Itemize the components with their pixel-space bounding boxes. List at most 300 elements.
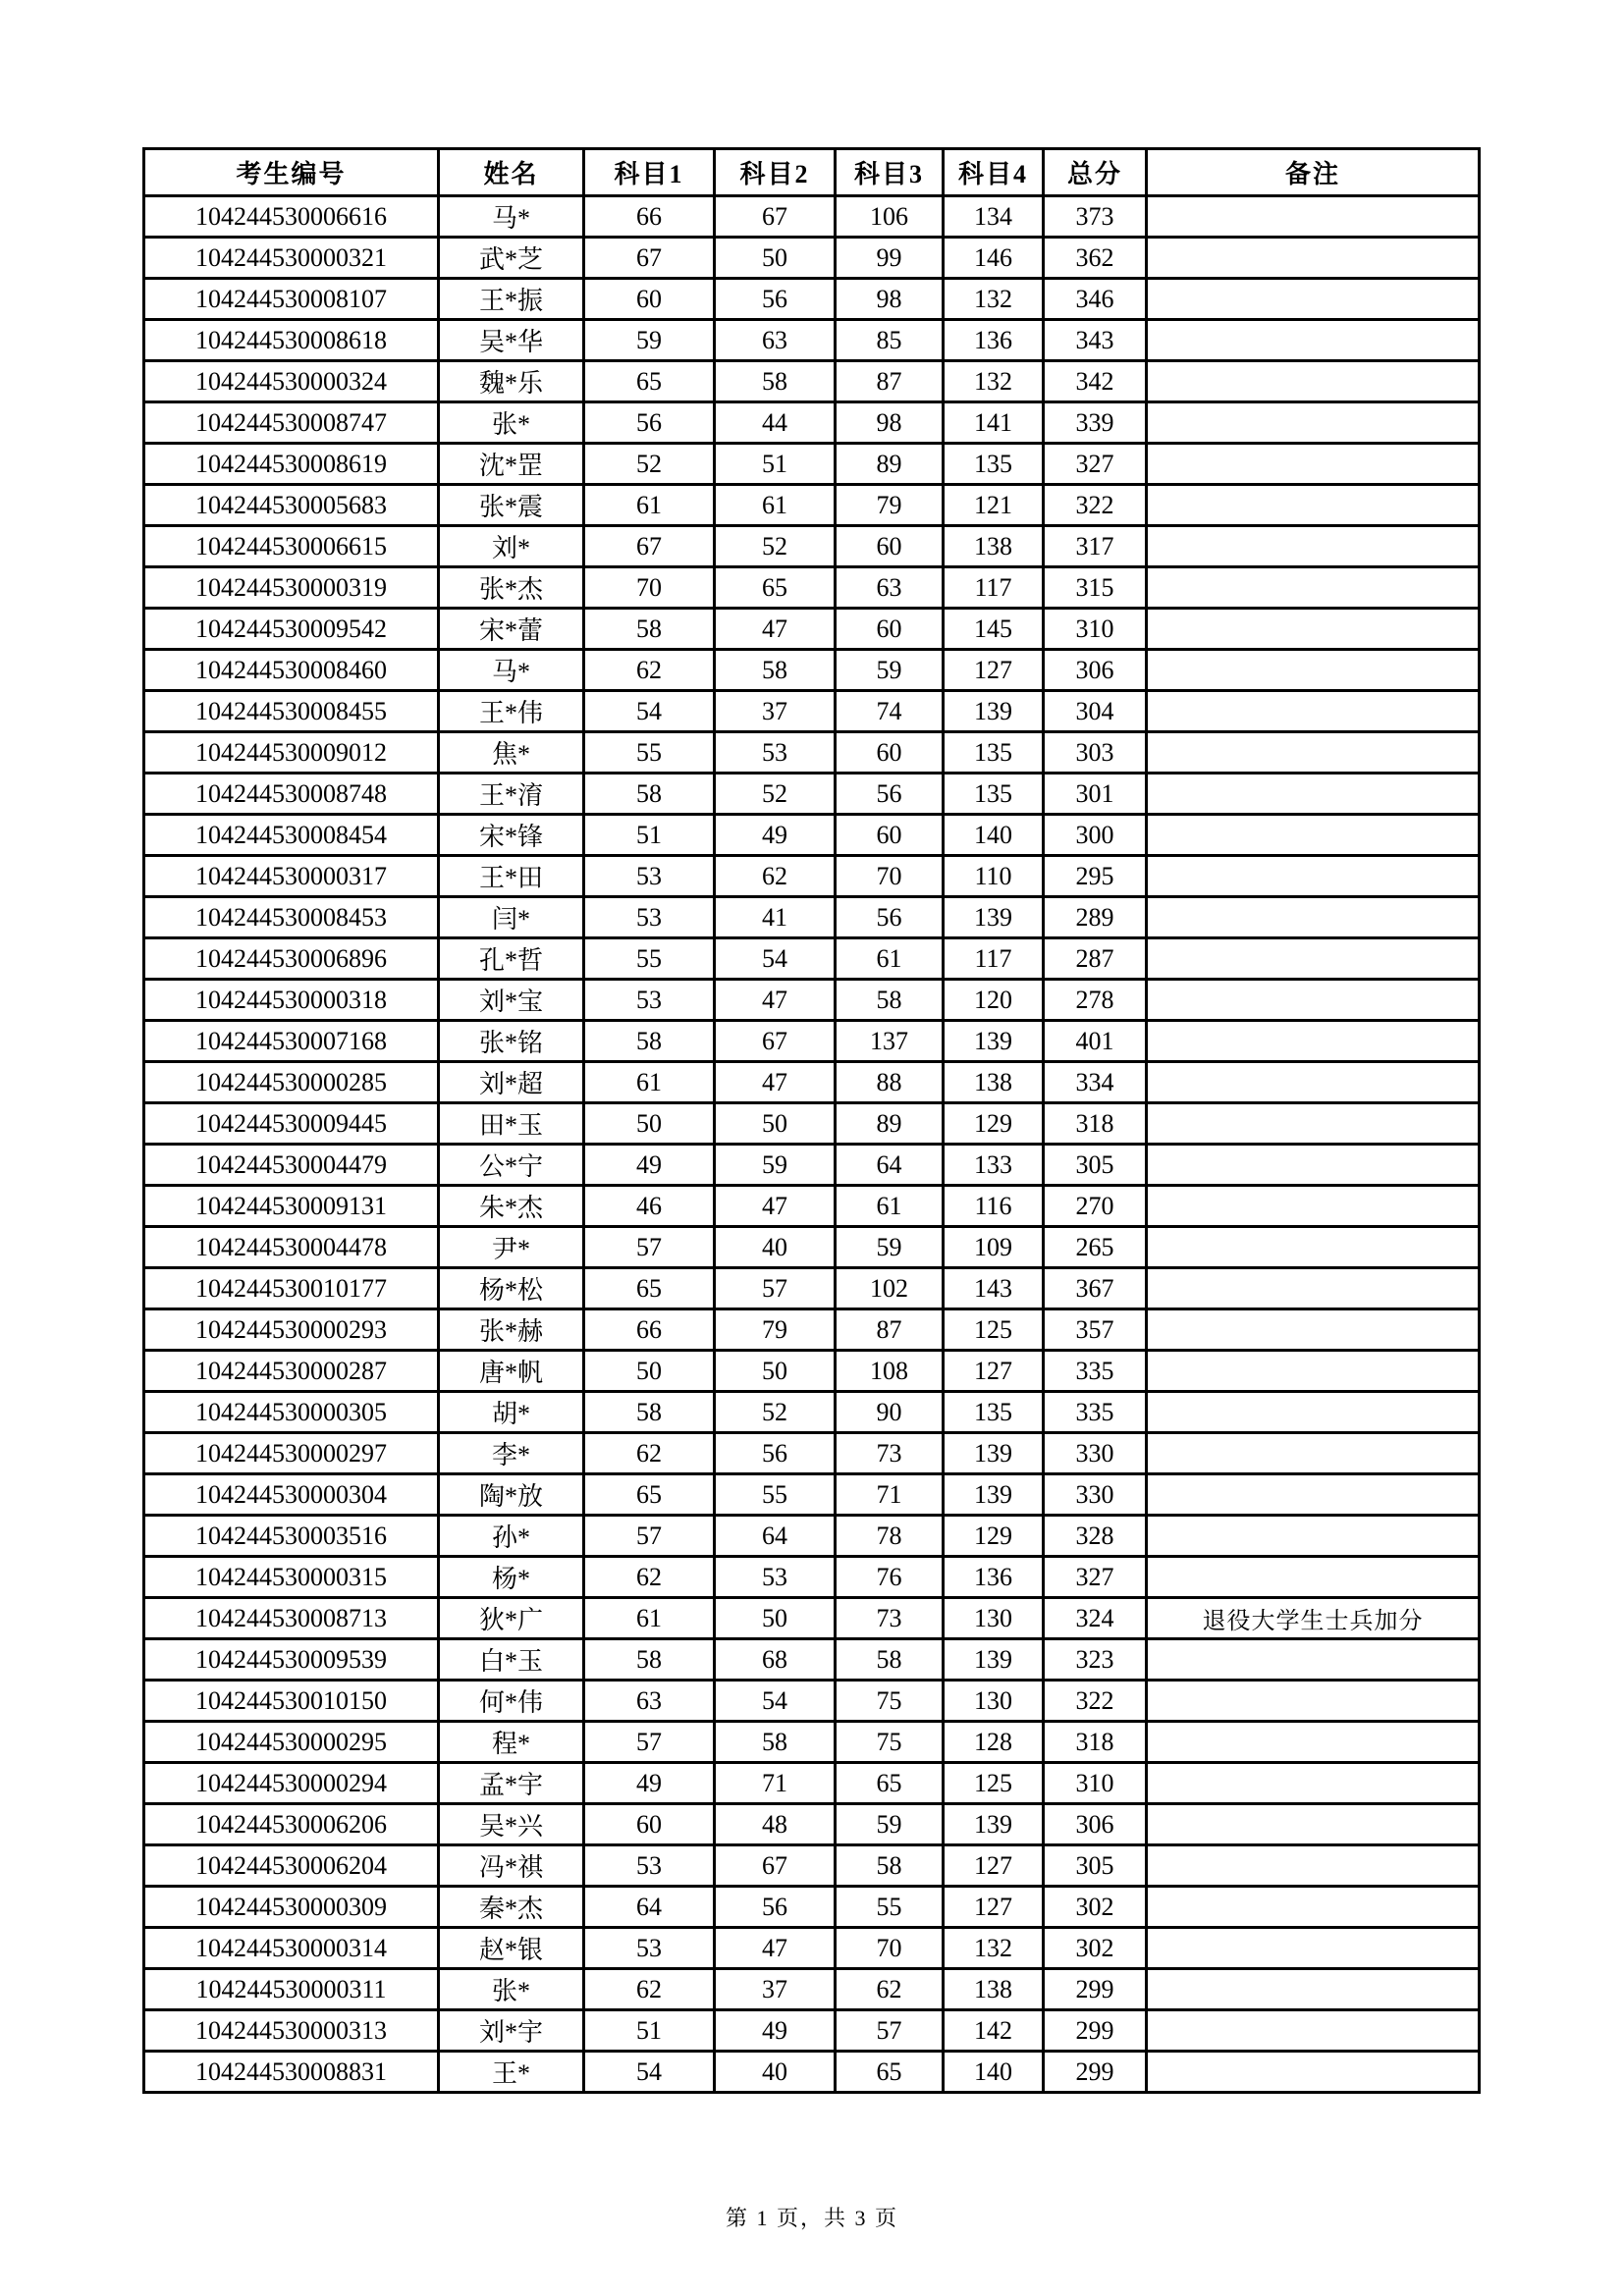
total-score-cell: 339 <box>1044 402 1147 444</box>
name-cell: 沈*罡 <box>439 444 584 485</box>
subject3-cell: 89 <box>836 444 944 485</box>
total-score-cell: 322 <box>1044 1681 1147 1722</box>
candidate-id-cell: 104244530009131 <box>144 1186 439 1227</box>
table-row <box>144 732 1480 774</box>
subject2-cell: 54 <box>715 1681 836 1722</box>
subject3-cell: 56 <box>836 897 944 938</box>
subject3-cell: 73 <box>836 1433 944 1474</box>
total-score-cell: 323 <box>1044 1639 1147 1681</box>
subject1-cell: 58 <box>584 609 715 650</box>
total-score-cell: 305 <box>1044 1845 1147 1887</box>
candidate-id-cell: 104244530000309 <box>144 1887 439 1928</box>
name-cell: 王*振 <box>439 279 584 320</box>
remark-cell <box>1147 815 1480 856</box>
table-row <box>144 691 1480 732</box>
total-score-cell: 330 <box>1044 1474 1147 1516</box>
table-row <box>144 238 1480 279</box>
table-row <box>144 1268 1480 1309</box>
subject4-cell: 135 <box>944 1392 1044 1433</box>
remark-cell <box>1147 361 1480 402</box>
subject4-cell: 127 <box>944 1351 1044 1392</box>
name-cell: 王*伟 <box>439 691 584 732</box>
total-score-cell: 310 <box>1044 1763 1147 1804</box>
table-row <box>144 1887 1480 1928</box>
candidate-id-cell: 104244530008455 <box>144 691 439 732</box>
total-score-cell: 318 <box>1044 1722 1147 1763</box>
table-row <box>144 1681 1480 1722</box>
subject2-cell: 37 <box>715 1969 836 2010</box>
candidate-id-cell: 104244530000313 <box>144 2010 439 2052</box>
subject3-cell: 60 <box>836 732 944 774</box>
candidate-id-cell: 104244530008619 <box>144 444 439 485</box>
remark-cell <box>1147 2010 1480 2052</box>
remark-cell <box>1147 1845 1480 1887</box>
candidate-id-cell: 104244530008748 <box>144 774 439 815</box>
subject2-cell: 57 <box>715 1268 836 1309</box>
name-cell: 杨*松 <box>439 1268 584 1309</box>
subject1-cell: 67 <box>584 526 715 567</box>
subject4-cell: 120 <box>944 980 1044 1021</box>
subject2-cell: 53 <box>715 1557 836 1598</box>
name-cell: 孙* <box>439 1516 584 1557</box>
subject3-cell: 106 <box>836 196 944 238</box>
name-cell: 焦* <box>439 732 584 774</box>
candidate-id-cell: 104244530000297 <box>144 1433 439 1474</box>
subject1-cell: 64 <box>584 1887 715 1928</box>
candidate-id-cell: 104244530008453 <box>144 897 439 938</box>
subject4-cell: 130 <box>944 1681 1044 1722</box>
header-total-score: 总分 <box>1044 149 1147 196</box>
subject1-cell: 49 <box>584 1763 715 1804</box>
candidate-id-cell: 104244530008460 <box>144 650 439 691</box>
remark-cell <box>1147 1103 1480 1145</box>
total-score-cell: 295 <box>1044 856 1147 897</box>
table-row <box>144 2052 1480 2093</box>
subject2-cell: 63 <box>715 320 836 361</box>
name-cell: 魏*乐 <box>439 361 584 402</box>
name-cell: 王*淯 <box>439 774 584 815</box>
candidate-id-cell: 104244530006204 <box>144 1845 439 1887</box>
subject1-cell: 46 <box>584 1186 715 1227</box>
subject2-cell: 37 <box>715 691 836 732</box>
candidate-id-cell: 104244530000314 <box>144 1928 439 1969</box>
subject3-cell: 60 <box>836 526 944 567</box>
name-cell: 尹* <box>439 1227 584 1268</box>
remark-cell <box>1147 196 1480 238</box>
table-body <box>144 196 1480 2093</box>
subject2-cell: 58 <box>715 361 836 402</box>
remark-cell <box>1147 1062 1480 1103</box>
remark-cell <box>1147 856 1480 897</box>
table-row <box>144 1763 1480 1804</box>
name-cell: 张*杰 <box>439 567 584 609</box>
remark-cell <box>1147 279 1480 320</box>
total-score-cell: 362 <box>1044 238 1147 279</box>
remark-cell <box>1147 1928 1480 1969</box>
remark-cell <box>1147 1763 1480 1804</box>
remark-cell: 退役大学生士兵加分 <box>1147 1598 1480 1639</box>
subject1-cell: 66 <box>584 1309 715 1351</box>
subject3-cell: 57 <box>836 2010 944 2052</box>
name-cell: 武*芝 <box>439 238 584 279</box>
subject2-cell: 51 <box>715 444 836 485</box>
candidate-id-cell: 104244530000295 <box>144 1722 439 1763</box>
candidate-id-cell: 104244530004479 <box>144 1145 439 1186</box>
subject2-cell: 47 <box>715 980 836 1021</box>
table-row <box>144 856 1480 897</box>
remark-cell <box>1147 691 1480 732</box>
remark-cell <box>1147 1722 1480 1763</box>
page-footer: 第 1 页，共 3 页 <box>725 2206 898 2230</box>
name-cell: 刘*宝 <box>439 980 584 1021</box>
total-score-cell: 401 <box>1044 1021 1147 1062</box>
subject2-cell: 58 <box>715 1722 836 1763</box>
subject2-cell: 53 <box>715 732 836 774</box>
remark-cell <box>1147 774 1480 815</box>
subject4-cell: 139 <box>944 1474 1044 1516</box>
subject2-cell: 40 <box>715 2052 836 2093</box>
subject1-cell: 57 <box>584 1722 715 1763</box>
subject4-cell: 138 <box>944 1062 1044 1103</box>
subject4-cell: 128 <box>944 1722 1044 1763</box>
subject1-cell: 61 <box>584 1598 715 1639</box>
total-score-cell: 289 <box>1044 897 1147 938</box>
name-cell: 王*田 <box>439 856 584 897</box>
subject4-cell: 121 <box>944 485 1044 526</box>
subject3-cell: 65 <box>836 2052 944 2093</box>
remark-cell <box>1147 402 1480 444</box>
candidate-id-cell: 104244530000315 <box>144 1557 439 1598</box>
table-row <box>144 402 1480 444</box>
total-score-cell: 342 <box>1044 361 1147 402</box>
subject4-cell: 125 <box>944 1309 1044 1351</box>
total-score-cell: 306 <box>1044 1804 1147 1845</box>
candidate-id-cell: 104244530009445 <box>144 1103 439 1145</box>
subject4-cell: 139 <box>944 897 1044 938</box>
candidate-id-cell: 104244530008107 <box>144 279 439 320</box>
subject1-cell: 62 <box>584 650 715 691</box>
name-cell: 杨* <box>439 1557 584 1598</box>
candidate-id-cell: 104244530009539 <box>144 1639 439 1681</box>
name-cell: 赵*银 <box>439 1928 584 1969</box>
name-cell: 秦*杰 <box>439 1887 584 1928</box>
remark-cell <box>1147 238 1480 279</box>
total-score-cell: 265 <box>1044 1227 1147 1268</box>
subject1-cell: 53 <box>584 1845 715 1887</box>
subject1-cell: 61 <box>584 485 715 526</box>
subject2-cell: 50 <box>715 1103 836 1145</box>
candidate-id-cell: 104244530000321 <box>144 238 439 279</box>
table-row <box>144 1227 1480 1268</box>
subject3-cell: 58 <box>836 1845 944 1887</box>
subject4-cell: 146 <box>944 238 1044 279</box>
header-subject3: 科目3 <box>836 149 944 196</box>
subject2-cell: 47 <box>715 1928 836 1969</box>
subject4-cell: 140 <box>944 2052 1044 2093</box>
name-cell: 张*铭 <box>439 1021 584 1062</box>
table-row <box>144 1392 1480 1433</box>
subject3-cell: 76 <box>836 1557 944 1598</box>
total-score-cell: 303 <box>1044 732 1147 774</box>
subject3-cell: 73 <box>836 1598 944 1639</box>
subject2-cell: 55 <box>715 1474 836 1516</box>
total-score-cell: 373 <box>1044 196 1147 238</box>
remark-cell <box>1147 1433 1480 1474</box>
subject4-cell: 132 <box>944 279 1044 320</box>
remark-cell <box>1147 1639 1480 1681</box>
subject3-cell: 99 <box>836 238 944 279</box>
subject2-cell: 50 <box>715 1598 836 1639</box>
subject2-cell: 47 <box>715 1062 836 1103</box>
candidate-id-cell: 104244530000319 <box>144 567 439 609</box>
subject3-cell: 59 <box>836 1227 944 1268</box>
remark-cell <box>1147 320 1480 361</box>
subject1-cell: 57 <box>584 1227 715 1268</box>
subject4-cell: 138 <box>944 1969 1044 2010</box>
subject3-cell: 56 <box>836 774 944 815</box>
subject4-cell: 116 <box>944 1186 1044 1227</box>
candidate-id-cell: 104244530000285 <box>144 1062 439 1103</box>
subject2-cell: 47 <box>715 1186 836 1227</box>
subject4-cell: 130 <box>944 1598 1044 1639</box>
subject1-cell: 58 <box>584 774 715 815</box>
name-cell: 何*伟 <box>439 1681 584 1722</box>
candidate-id-cell: 104244530000293 <box>144 1309 439 1351</box>
subject3-cell: 58 <box>836 1639 944 1681</box>
total-score-cell: 310 <box>1044 609 1147 650</box>
name-cell: 张*赫 <box>439 1309 584 1351</box>
subject4-cell: 110 <box>944 856 1044 897</box>
subject1-cell: 65 <box>584 361 715 402</box>
subject2-cell: 52 <box>715 526 836 567</box>
total-score-cell: 367 <box>1044 1268 1147 1309</box>
name-cell: 马* <box>439 196 584 238</box>
table-row <box>144 320 1480 361</box>
total-score-cell: 302 <box>1044 1887 1147 1928</box>
remark-cell <box>1147 1474 1480 1516</box>
subject4-cell: 138 <box>944 526 1044 567</box>
subject4-cell: 139 <box>944 1639 1044 1681</box>
subject4-cell: 127 <box>944 650 1044 691</box>
header-subject2: 科目2 <box>715 149 836 196</box>
candidate-id-cell: 104244530000311 <box>144 1969 439 2010</box>
subject4-cell: 145 <box>944 609 1044 650</box>
table-header-row <box>144 149 1480 196</box>
remark-cell <box>1147 1392 1480 1433</box>
subject4-cell: 117 <box>944 938 1044 980</box>
subject2-cell: 49 <box>715 2010 836 2052</box>
table-row <box>144 1845 1480 1887</box>
subject1-cell: 62 <box>584 1969 715 2010</box>
subject4-cell: 136 <box>944 1557 1044 1598</box>
table-row <box>144 1639 1480 1681</box>
subject1-cell: 60 <box>584 1804 715 1845</box>
candidate-id-cell: 104244530009012 <box>144 732 439 774</box>
subject4-cell: 139 <box>944 691 1044 732</box>
subject3-cell: 98 <box>836 402 944 444</box>
subject3-cell: 55 <box>836 1887 944 1928</box>
subject3-cell: 108 <box>836 1351 944 1392</box>
table-row <box>144 815 1480 856</box>
total-score-cell: 300 <box>1044 815 1147 856</box>
subject2-cell: 65 <box>715 567 836 609</box>
subject4-cell: 132 <box>944 1928 1044 1969</box>
subject1-cell: 67 <box>584 238 715 279</box>
subject2-cell: 67 <box>715 1021 836 1062</box>
table-row <box>144 1309 1480 1351</box>
subject1-cell: 54 <box>584 691 715 732</box>
candidate-id-cell: 104244530008713 <box>144 1598 439 1639</box>
total-score-cell: 324 <box>1044 1598 1147 1639</box>
table-row <box>144 609 1480 650</box>
remark-cell <box>1147 2052 1480 2093</box>
subject4-cell: 143 <box>944 1268 1044 1309</box>
subject1-cell: 50 <box>584 1103 715 1145</box>
subject3-cell: 87 <box>836 1309 944 1351</box>
remark-cell <box>1147 567 1480 609</box>
total-score-cell: 346 <box>1044 279 1147 320</box>
subject4-cell: 142 <box>944 2010 1044 2052</box>
subject2-cell: 48 <box>715 1804 836 1845</box>
remark-cell <box>1147 1887 1480 1928</box>
candidate-id-cell: 104244530007168 <box>144 1021 439 1062</box>
table-row <box>144 444 1480 485</box>
total-score-cell: 335 <box>1044 1392 1147 1433</box>
subject1-cell: 59 <box>584 320 715 361</box>
subject2-cell: 52 <box>715 774 836 815</box>
subject2-cell: 67 <box>715 1845 836 1887</box>
candidate-id-cell: 104244530010177 <box>144 1268 439 1309</box>
remark-cell <box>1147 444 1480 485</box>
table-row <box>144 1969 1480 2010</box>
remark-cell <box>1147 609 1480 650</box>
total-score-cell: 299 <box>1044 2052 1147 2093</box>
name-cell: 白*玉 <box>439 1639 584 1681</box>
subject4-cell: 136 <box>944 320 1044 361</box>
remark-cell <box>1147 1351 1480 1392</box>
remark-cell <box>1147 1681 1480 1722</box>
subject4-cell: 117 <box>944 567 1044 609</box>
total-score-cell: 302 <box>1044 1928 1147 1969</box>
subject4-cell: 141 <box>944 402 1044 444</box>
candidate-id-cell: 104244530000317 <box>144 856 439 897</box>
name-cell: 吴*华 <box>439 320 584 361</box>
subject3-cell: 70 <box>836 1928 944 1969</box>
total-score-cell: 343 <box>1044 320 1147 361</box>
remark-cell <box>1147 1227 1480 1268</box>
candidate-id-cell: 104244530009542 <box>144 609 439 650</box>
candidate-id-cell: 104244530010150 <box>144 1681 439 1722</box>
subject2-cell: 41 <box>715 897 836 938</box>
name-cell: 朱*杰 <box>439 1186 584 1227</box>
subject1-cell: 65 <box>584 1474 715 1516</box>
table-row <box>144 567 1480 609</box>
subject4-cell: 109 <box>944 1227 1044 1268</box>
subject2-cell: 44 <box>715 402 836 444</box>
subject1-cell: 61 <box>584 1062 715 1103</box>
subject2-cell: 62 <box>715 856 836 897</box>
subject3-cell: 89 <box>836 1103 944 1145</box>
name-cell: 冯*祺 <box>439 1845 584 1887</box>
total-score-cell: 299 <box>1044 2010 1147 2052</box>
table-row <box>144 279 1480 320</box>
subject4-cell: 129 <box>944 1103 1044 1145</box>
name-cell: 李* <box>439 1433 584 1474</box>
table-row <box>144 485 1480 526</box>
table-row <box>144 196 1480 238</box>
subject1-cell: 63 <box>584 1681 715 1722</box>
candidate-id-cell: 104244530006896 <box>144 938 439 980</box>
total-score-cell: 299 <box>1044 1969 1147 2010</box>
subject3-cell: 64 <box>836 1145 944 1186</box>
subject3-cell: 60 <box>836 815 944 856</box>
name-cell: 胡* <box>439 1392 584 1433</box>
subject3-cell: 59 <box>836 1804 944 1845</box>
remark-cell <box>1147 1268 1480 1309</box>
subject2-cell: 67 <box>715 196 836 238</box>
subject2-cell: 61 <box>715 485 836 526</box>
table-row <box>144 1351 1480 1392</box>
subject3-cell: 62 <box>836 1969 944 2010</box>
subject2-cell: 79 <box>715 1309 836 1351</box>
candidate-id-cell: 104244530000324 <box>144 361 439 402</box>
table-row <box>144 1516 1480 1557</box>
subject1-cell: 53 <box>584 980 715 1021</box>
table-row <box>144 1722 1480 1763</box>
name-cell: 狄*广 <box>439 1598 584 1639</box>
total-score-cell: 335 <box>1044 1351 1147 1392</box>
subject2-cell: 71 <box>715 1763 836 1804</box>
subject1-cell: 55 <box>584 938 715 980</box>
subject2-cell: 50 <box>715 1351 836 1392</box>
header-subject1: 科目1 <box>584 149 715 196</box>
remark-cell <box>1147 938 1480 980</box>
total-score-cell: 318 <box>1044 1103 1147 1145</box>
subject1-cell: 58 <box>584 1639 715 1681</box>
subject2-cell: 64 <box>715 1516 836 1557</box>
remark-cell <box>1147 485 1480 526</box>
subject3-cell: 63 <box>836 567 944 609</box>
subject1-cell: 65 <box>584 1268 715 1309</box>
subject4-cell: 135 <box>944 732 1044 774</box>
candidate-id-cell: 104244530000304 <box>144 1474 439 1516</box>
total-score-cell: 317 <box>1044 526 1147 567</box>
name-cell: 孔*哲 <box>439 938 584 980</box>
subject3-cell: 75 <box>836 1681 944 1722</box>
table-row <box>144 1928 1480 1969</box>
subject3-cell: 79 <box>836 485 944 526</box>
subject2-cell: 52 <box>715 1392 836 1433</box>
total-score-cell: 328 <box>1044 1516 1147 1557</box>
header-remark: 备注 <box>1147 149 1480 196</box>
name-cell: 张* <box>439 402 584 444</box>
table-row <box>144 1062 1480 1103</box>
subject1-cell: 62 <box>584 1433 715 1474</box>
subject1-cell: 49 <box>584 1145 715 1186</box>
subject3-cell: 61 <box>836 938 944 980</box>
name-cell: 刘*宇 <box>439 2010 584 2052</box>
subject1-cell: 66 <box>584 196 715 238</box>
total-score-cell: 278 <box>1044 980 1147 1021</box>
subject3-cell: 61 <box>836 1186 944 1227</box>
total-score-cell: 305 <box>1044 1145 1147 1186</box>
header-subject4: 科目4 <box>944 149 1044 196</box>
remark-cell <box>1147 650 1480 691</box>
header-name: 姓名 <box>439 149 584 196</box>
remark-cell <box>1147 526 1480 567</box>
candidate-id-cell: 104244530008747 <box>144 402 439 444</box>
table-row <box>144 650 1480 691</box>
